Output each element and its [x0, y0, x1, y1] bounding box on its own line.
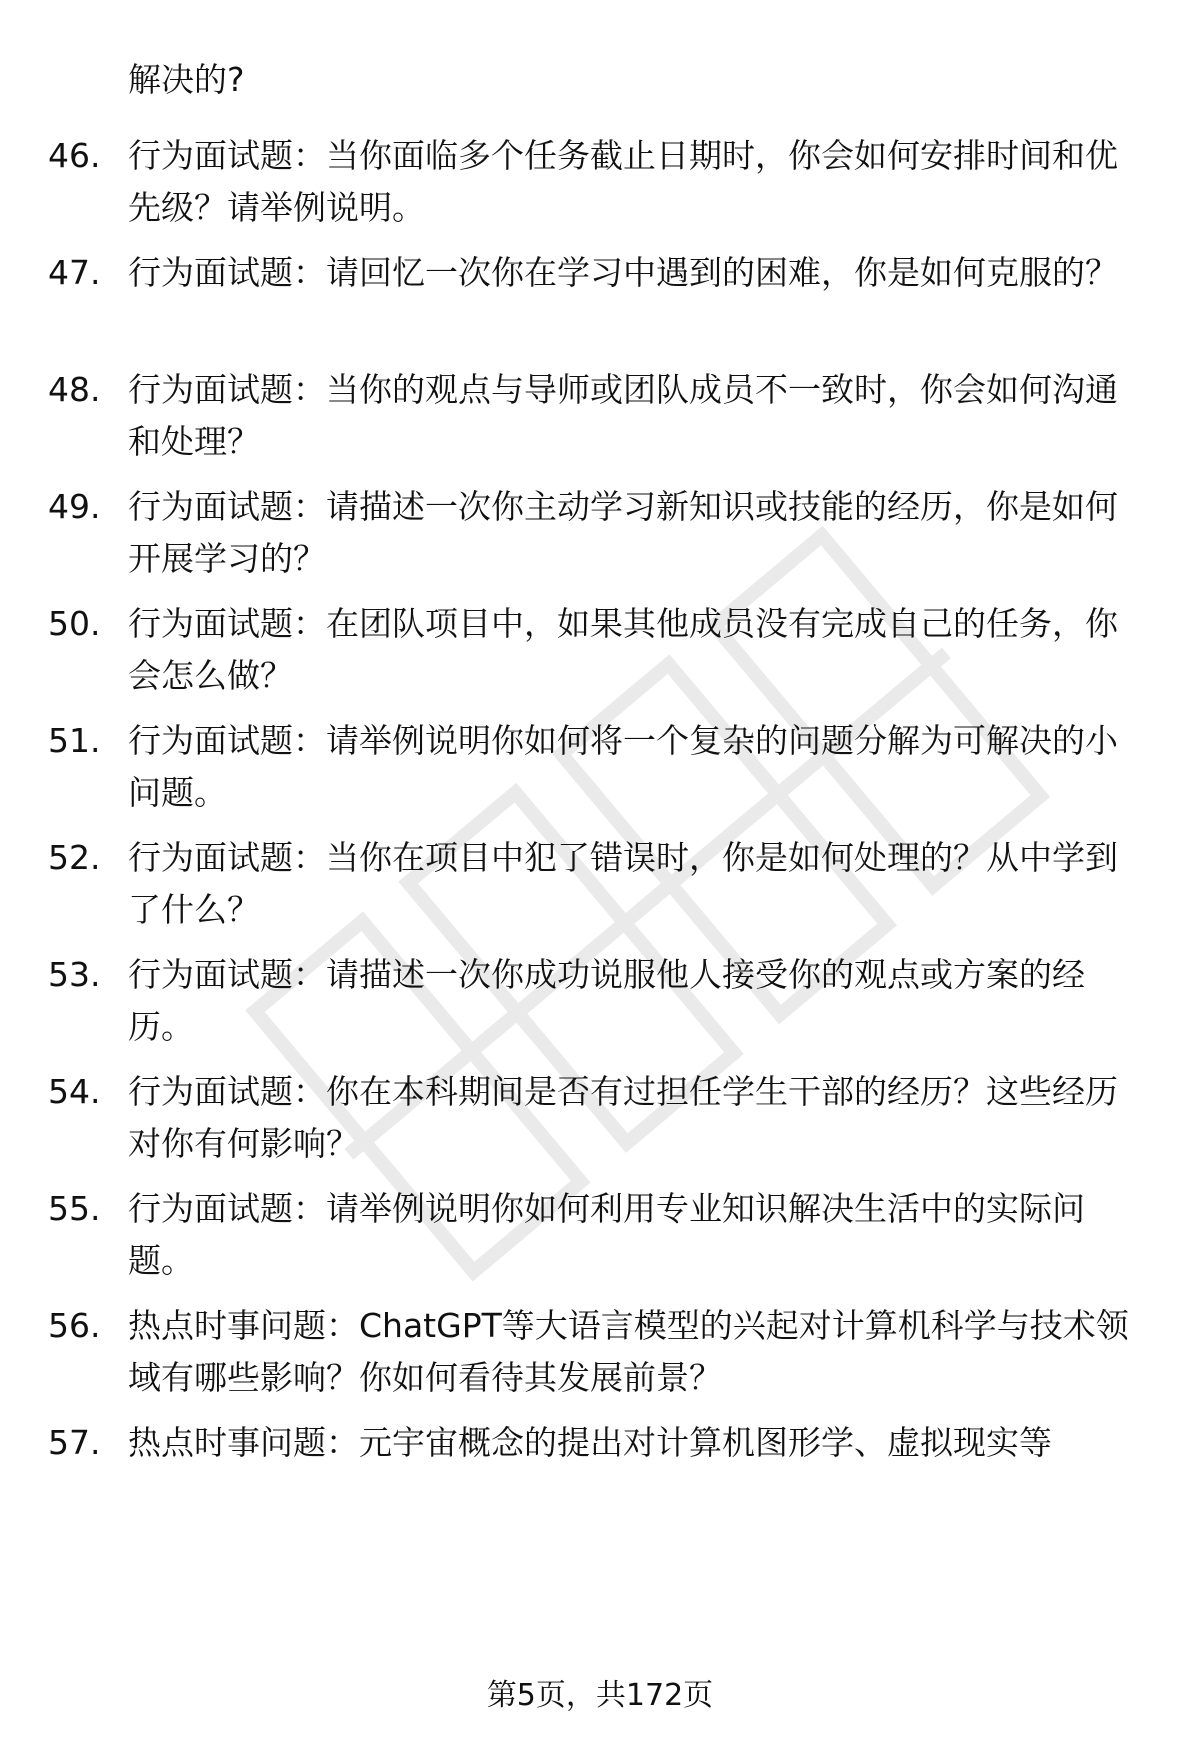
question-text: 热点时事问题：元宇宙概念的提出对计算机图形学、虚拟现实等: [128, 1423, 1052, 1462]
question-text: 行为面试题：请描述一次你主动学习新知识或技能的经历，你是如何开展学习的？: [128, 487, 1118, 578]
question-text: 行为面试题：当你面临多个任务截止日期时，你会如何安排时间和优先级？请举例说明。: [128, 136, 1118, 227]
question-number: 55.: [48, 1189, 101, 1228]
question-text: 行为面试题：请描述一次你成功说服他人接受你的观点或方案的经历。: [128, 955, 1085, 1046]
question-item: [48, 832, 1138, 936]
question-number: 52.: [48, 838, 101, 877]
question-number: 46.: [48, 136, 101, 175]
question-number: 53.: [48, 955, 101, 994]
question-item: [48, 247, 1138, 299]
question-number: 47.: [48, 253, 101, 292]
question-item: [48, 130, 1138, 234]
question-number: 51.: [48, 721, 101, 760]
question-text: 行为面试题：你在本科期间是否有过担任学生干部的经历？这些经历对你有何影响？: [128, 1072, 1118, 1163]
question-text: 热点时事问题：ChatGPT等大语言模型的兴起对计算机科学与技术领域有哪些影响？你如何看待其发展前景？: [128, 1306, 1129, 1397]
question-item: [48, 1300, 1138, 1404]
question-item: [48, 1417, 1138, 1469]
question-item: [48, 481, 1138, 585]
question-text: 行为面试题：请举例说明你如何将一个复杂的问题分解为可解决的小问题。: [128, 721, 1118, 812]
continued-text: 解决的?: [128, 60, 245, 99]
page-footer: 第5页，共172页: [486, 1678, 714, 1713]
question-number: 54.: [48, 1072, 101, 1111]
question-number: 50.: [48, 604, 101, 643]
question-number: 57.: [48, 1423, 101, 1462]
question-item: [48, 1183, 1138, 1287]
question-item: [48, 1066, 1138, 1170]
question-text: 行为面试题：在团队项目中，如果其他成员没有完成自己的任务，你会怎么做？: [128, 604, 1118, 695]
question-text: 行为面试题：当你在项目中犯了错误时，你是如何处理的？从中学到了什么？: [128, 838, 1118, 929]
question-number: 56.: [48, 1306, 101, 1345]
question-item: [48, 364, 1138, 468]
question-item: [48, 598, 1138, 702]
question-text: 行为面试题：当你的观点与导师或团队成员不一致时，你会如何沟通和处理？: [128, 370, 1118, 461]
question-number: 49.: [48, 487, 101, 526]
question-item: [48, 949, 1138, 1053]
question-text: 行为面试题：请回忆一次你在学习中遇到的困难，你是如何克服的？: [128, 253, 1118, 292]
question-number: 48.: [48, 370, 101, 409]
question-item: [48, 715, 1138, 819]
question-text: 行为面试题：请举例说明你如何利用专业知识解决生活中的实际问题。: [128, 1189, 1085, 1280]
